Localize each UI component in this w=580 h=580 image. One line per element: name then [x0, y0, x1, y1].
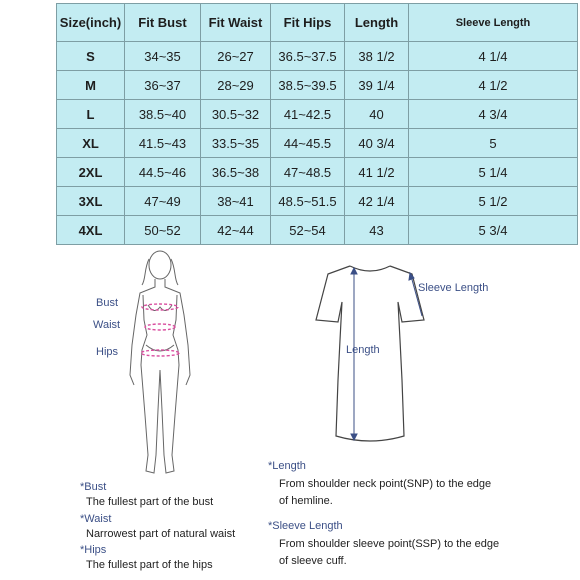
length-cell: 38 1/2: [345, 42, 409, 71]
length-cell: 39 1/4: [345, 71, 409, 100]
length-cell: 40: [345, 100, 409, 129]
body-figure: [110, 245, 210, 490]
definition-bust-term: *Bust: [80, 481, 107, 493]
table-row: [57, 42, 578, 71]
body-label-hips: Hips: [96, 346, 119, 358]
fit-waist-cell: 33.5~35: [201, 129, 271, 158]
fit-bust-cell: 47~49: [125, 187, 201, 216]
fit-bust-cell: 50~52: [125, 216, 201, 245]
body-label-waist: Waist: [93, 319, 121, 331]
fit-hips-cell: 44~45.5: [271, 129, 345, 158]
definition-waist-term: *Waist: [80, 513, 112, 525]
fit-hips-cell: 52~54: [271, 216, 345, 245]
size-cell: L: [57, 100, 125, 129]
sleeve-length-cell: 5 1/4: [409, 158, 578, 187]
definition-hips-desc: The fullest part of the hips: [86, 559, 213, 571]
dress-figure: [310, 260, 430, 455]
fit-waist-cell: 42~44: [201, 216, 271, 245]
definition-length-desc-line1: From shoulder neck point(SNP) to the edge: [279, 478, 492, 490]
definition-bust-desc: The fullest part of the bust: [86, 496, 214, 508]
header-size: Size(inch): [57, 4, 125, 42]
header-length: Length: [345, 4, 409, 42]
size-cell: 4XL: [57, 216, 125, 245]
fit-hips-cell: 41~42.5: [271, 100, 345, 129]
table-row: [57, 100, 578, 129]
header-fit-bust: Fit Bust: [125, 4, 201, 42]
fit-waist-cell: 28~29: [201, 71, 271, 100]
length-cell: 41 1/2: [345, 158, 409, 187]
woman-silhouette-illustration: [110, 245, 210, 485]
length-cell: 42 1/4: [345, 187, 409, 216]
header-sleeve-length: Sleeve Length: [409, 4, 578, 42]
fit-hips-cell: 36.5~37.5: [271, 42, 345, 71]
fit-hips-cell: 38.5~39.5: [271, 71, 345, 100]
dress-label-sleeve-length: Sleeve Length: [418, 282, 489, 294]
size-cell: S: [57, 42, 125, 71]
fit-bust-cell: 38.5~40: [125, 100, 201, 129]
fit-waist-cell: 36.5~38: [201, 158, 271, 187]
sleeve-length-cell: 4 1/2: [409, 71, 578, 100]
header-fit-waist: Fit Waist: [201, 4, 271, 42]
definition-length-desc-line2: of hemline.: [279, 495, 333, 507]
header-fit-hips: Fit Hips: [271, 4, 345, 42]
fit-bust-cell: 36~37: [125, 71, 201, 100]
sleeve-length-cell: 5 1/2: [409, 187, 578, 216]
fit-waist-cell: 26~27: [201, 42, 271, 71]
fit-waist-cell: 38~41: [201, 187, 271, 216]
table-row: [57, 129, 578, 158]
fit-bust-cell: 34~35: [125, 42, 201, 71]
sleeve-length-cell: 5: [409, 129, 578, 158]
table-row: [57, 71, 578, 100]
definition-length-term: *Length: [268, 460, 306, 472]
fit-bust-cell: 41.5~43: [125, 129, 201, 158]
definition-waist-desc: Narrowest part of natural waist: [86, 528, 236, 540]
body-label-bust: Bust: [96, 297, 119, 309]
size-cell: 2XL: [57, 158, 125, 187]
definition-hips-term: *Hips: [80, 544, 107, 556]
fit-bust-cell: 44.5~46: [125, 158, 201, 187]
definition-sleeve-length-desc-line2: of sleeve cuff.: [279, 555, 347, 567]
fit-hips-cell: 47~48.5: [271, 158, 345, 187]
size-cell: M: [57, 71, 125, 100]
dress-label-length: Length: [346, 344, 380, 356]
definition-sleeve-length-term: *Sleeve Length: [268, 520, 343, 532]
table-header-row: [57, 4, 578, 42]
sleeve-length-cell: 5 3/4: [409, 216, 578, 245]
sleeve-length-cell: 4 3/4: [409, 100, 578, 129]
size-cell: 3XL: [57, 187, 125, 216]
size-chart-table: [56, 3, 578, 245]
table-row: [57, 187, 578, 216]
definition-sleeve-length-desc-line1: From shoulder sleeve point(SSP) to the edge: [279, 538, 500, 550]
table-row: [57, 216, 578, 245]
size-cell: XL: [57, 129, 125, 158]
sleeve-length-cell: 4 1/4: [409, 42, 578, 71]
fit-waist-cell: 30.5~32: [201, 100, 271, 129]
table-row: [57, 158, 578, 187]
fit-hips-cell: 48.5~51.5: [271, 187, 345, 216]
length-cell: 43: [345, 216, 409, 245]
length-cell: 40 3/4: [345, 129, 409, 158]
